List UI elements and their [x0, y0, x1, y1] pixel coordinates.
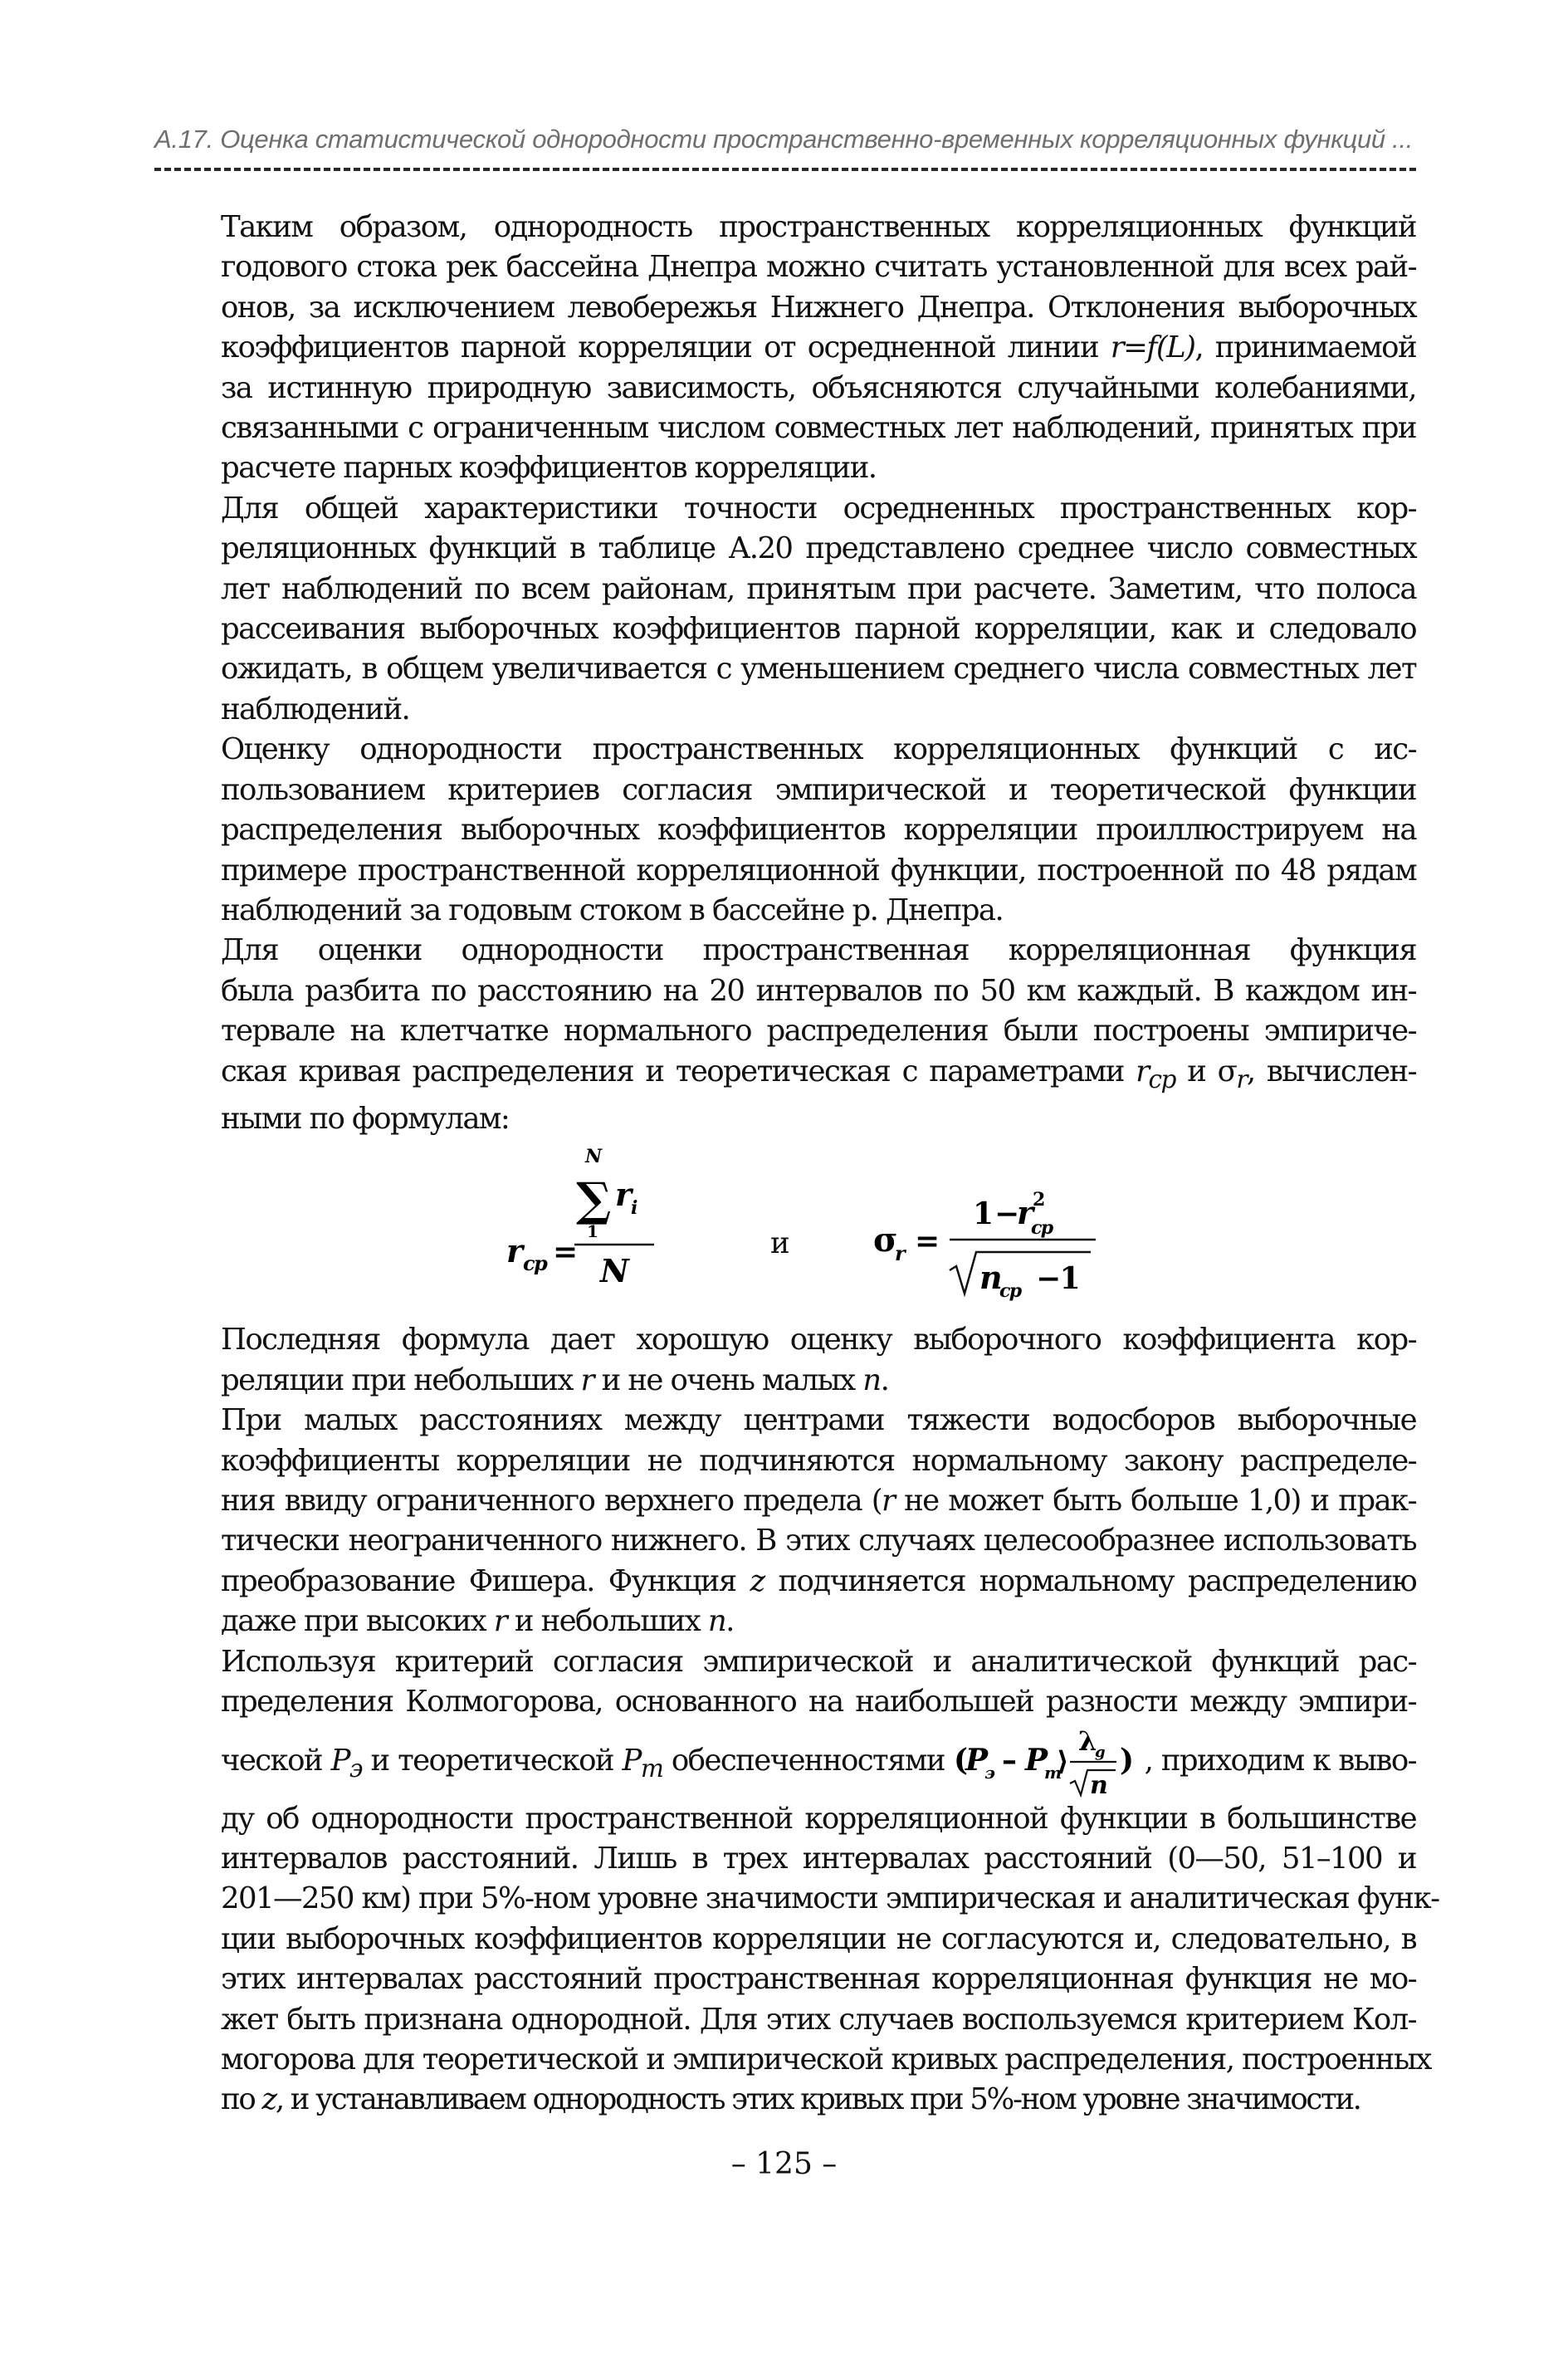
- subscript-cp: ср: [1148, 1064, 1175, 1093]
- formula-r-cp: [506, 1139, 672, 1320]
- text-run: преобразование Фишера. Функция: [221, 1563, 750, 1598]
- kf-angle: ⟩: [1056, 1745, 1067, 1777]
- kf-P2-sub: т: [1043, 1763, 1061, 1783]
- text-line: онов, за исключением левобережья Нижнего Днепра. Отклонения выборочных: [221, 290, 1416, 325]
- text-line: Для оценки однородности пространственная корреляционная функция: [221, 933, 1416, 968]
- f2-n: n: [979, 1259, 1002, 1297]
- f2-r: r: [1017, 1194, 1033, 1232]
- paragraph-2: [154, 489, 1416, 730]
- text-line: могорова для теоретической и эмпирической кривых распределения, построенных: [221, 2042, 1431, 2077]
- f1-equals: =: [553, 1235, 577, 1270]
- text-line: интервалов расстояний. Лишь в трех интервалах расстояний (0—50, 51–100 и: [221, 1841, 1416, 1876]
- body-text: [154, 208, 1439, 2121]
- subscript-e: э: [349, 1754, 362, 1783]
- text-line: [154, 1723, 1416, 1799]
- symbol-P: P: [330, 1743, 349, 1778]
- kf-lambda-sub: g: [1094, 1744, 1104, 1761]
- formula-sigma-r: [873, 1139, 1122, 1320]
- paragraph-6: [154, 1401, 1416, 1641]
- text-line: ции выборочных коэффициентов корреляции не согласуются и, следовательно, в: [221, 1921, 1416, 1956]
- text-line: Для общей характеристики точности осредненных пространственных кор-: [221, 491, 1416, 526]
- formula-conjunction: и: [770, 1226, 789, 1261]
- f2-r-sub: ср: [1031, 1217, 1053, 1240]
- text-run: и небольших: [506, 1604, 708, 1639]
- paragraph-4: [154, 931, 1416, 1139]
- text-run: , принимаемой: [1194, 330, 1416, 365]
- page-number: – 125 –: [730, 2147, 838, 2181]
- text-line: наблюдений за годовым стоком в бассейне р. Днепра.: [221, 893, 1004, 927]
- text-run: и не очень малых: [593, 1362, 863, 1397]
- text-line: [154, 1481, 1416, 1521]
- text-run: ская кривая распределения и теоретическая с параметрами: [221, 1054, 1136, 1088]
- text-run: ния ввиду ограниченного верхнего предела (: [221, 1484, 882, 1519]
- text-line: [154, 328, 1416, 368]
- text-line: [154, 1361, 1416, 1401]
- text-run: и: [1175, 1054, 1218, 1088]
- paragraph-1: [154, 208, 1416, 489]
- kf-open: (: [953, 1743, 966, 1778]
- text-run: , вычислен-: [1246, 1054, 1416, 1088]
- text-line: [154, 1602, 1416, 1641]
- symbol-sigma: σ: [1217, 1054, 1237, 1088]
- text-run: , приходим к выво-: [1144, 1743, 1416, 1778]
- text-line: пользованием критериев согласия эмпирической и теоретической функции: [221, 772, 1416, 807]
- text-run: не может быть больше 1,0) и прак-: [894, 1484, 1417, 1519]
- text-line: Последняя формула дает хорошую оценку выборочного коэффициента кор-: [221, 1323, 1416, 1358]
- kf-n: n: [1089, 1771, 1106, 1800]
- kf-minus: –: [1001, 1743, 1015, 1778]
- symbol-r: r: [881, 1484, 895, 1519]
- symbol-z: z: [750, 1563, 764, 1598]
- subscript-r: r: [1236, 1064, 1247, 1093]
- text-line: расчете парных коэффициентов корреляции.: [221, 451, 877, 486]
- f1-sum-bottom: 1: [587, 1221, 598, 1242]
- symbol-r: r: [493, 1604, 507, 1639]
- display-formulas: [154, 1139, 1416, 1320]
- text-line: 201—250 км) при 5%-ном уровне значимости эмпирическая и аналитическая функ-: [221, 1881, 1439, 1916]
- text-line: тически неограниченного нижнего. В этих случаях целесообразнее использовать: [221, 1524, 1416, 1558]
- f2-lhs-sigma: σ: [873, 1221, 896, 1260]
- text-line: [154, 2080, 1416, 2120]
- f1-lhs-sub: ср: [523, 1251, 547, 1276]
- f2-n-sub: ср: [999, 1280, 1021, 1303]
- f1-lhs-r: r: [506, 1232, 522, 1270]
- text-line: примере пространственной корреляционной функции, построенной по 48 рядам: [221, 853, 1416, 888]
- text-line: пределения Колмогорова, основанного на наибольшей разности между эмпири-: [221, 1685, 1416, 1720]
- text-run: .: [880, 1362, 889, 1397]
- symbol-r: r: [580, 1362, 593, 1397]
- text-line: Таким образом, однородность пространственных корреляционных функций: [221, 210, 1416, 244]
- kf-P1: P: [965, 1743, 987, 1778]
- subscript-t: т: [640, 1754, 663, 1783]
- f1-sum-symbol: ∑: [576, 1172, 610, 1228]
- text-line: лет наблюдений по всем районам, принятым при расчете. Заметим, что полоса: [221, 571, 1416, 606]
- symbol-P: P: [622, 1743, 641, 1778]
- text-run: подчиняется нормальному распределению: [764, 1563, 1416, 1598]
- text-line: ными по формулам:: [221, 1102, 510, 1137]
- paragraph-7: [154, 1642, 1439, 2121]
- kf-lambda: λ: [1077, 1725, 1096, 1757]
- text-line: реляционных функций в таблице А.20 представлено среднее число совместных: [221, 531, 1416, 566]
- running-header: А.17. Оценка статистической однородности пространственно-временных корреляционных функций ...: [154, 125, 1414, 154]
- text-line: годового стока рек бассейна Днепра можно считать установленной для всех рай-: [221, 250, 1416, 285]
- f1-sum-top: N: [585, 1146, 601, 1168]
- text-line: [154, 1052, 1416, 1100]
- formula-r-f-l: r=f(L): [1110, 330, 1195, 365]
- text-line: При малых расстояниях между центрами тяжести водосборов выборочные: [221, 1403, 1416, 1438]
- text-line: коэффициенты корреляции не подчиняются нормальному закону распределе-: [221, 1443, 1416, 1478]
- f2-minus-one: −1: [1036, 1261, 1080, 1297]
- kf-P1-sub: э: [984, 1763, 994, 1783]
- text-line: Используя критерий согласия эмпирической и аналитической функций рас-: [221, 1644, 1416, 1679]
- text-run: по: [221, 2082, 262, 2117]
- text-line: ожидать, в общем увеличивается с уменьшением среднего числа совместных лет: [221, 652, 1416, 687]
- text-line: ду об однородности пространственной корреляционной функции в большинстве: [221, 1801, 1416, 1836]
- text-line: Оценку однородности пространственных корреляционных функций с ис-: [221, 732, 1416, 767]
- f1-i: i: [631, 1197, 637, 1220]
- f2-r-sup: 2: [1033, 1189, 1044, 1211]
- text-run: реляции при небольших: [221, 1362, 581, 1397]
- f2-minus: −: [994, 1196, 1018, 1232]
- text-line: связанными с ограниченным числом совместных лет наблюдений, принятых при: [221, 411, 1416, 446]
- text-line: рассеивания выборочных коэффициентов парной корреляции, как и следовало: [221, 612, 1416, 647]
- f1-denominator: N: [600, 1252, 628, 1290]
- text-line: наблюдений.: [221, 692, 410, 726]
- symbol-n: n: [862, 1362, 881, 1397]
- header-dashed-rule: [154, 168, 1416, 171]
- text-line: была разбита по расстоянию на 20 интервалов по 50 км каждый. В каждом ин-: [221, 973, 1416, 1008]
- text-run: обеспеченностями: [662, 1743, 954, 1778]
- kf-close: ): [1119, 1743, 1132, 1778]
- text-line: распределения выборочных коэффициентов корреляции проиллюстрируем на: [221, 813, 1416, 848]
- f2-equals: =: [915, 1224, 939, 1260]
- formula-kolmogorov: [954, 1724, 1145, 1800]
- text-run: даже при высоких: [221, 1604, 494, 1639]
- text-line: этих интервалах расстояний пространственная корреляционная функция не мо-: [221, 1962, 1416, 1997]
- f1-r: r: [615, 1176, 631, 1214]
- paragraph-5: [154, 1320, 1416, 1401]
- text-line: [154, 1562, 1416, 1602]
- text-line: тервале на клетчатке нормального распределения были построены эмпириче-: [221, 1014, 1416, 1049]
- text-run: коэффициентов парной корреляции от осредненной линии: [221, 330, 1111, 365]
- text-run: и теоретической: [361, 1743, 623, 1778]
- text-run: , и устанавливаем однородность этих кривых при 5%-ном уровне значимости.: [275, 2082, 1360, 2117]
- f2-lhs-sub: r: [895, 1241, 905, 1266]
- f2-one: 1: [973, 1196, 993, 1232]
- kf-P2: P: [1024, 1743, 1047, 1778]
- text-run: .: [725, 1604, 734, 1639]
- text-run: ческой: [221, 1743, 331, 1778]
- symbol-n: n: [707, 1604, 726, 1639]
- paragraph-3: [154, 730, 1416, 931]
- symbol-r: r: [1136, 1054, 1149, 1088]
- text-line: жет быть признана однородной. Для этих случаев воспользуемся критерием Кол-: [221, 2002, 1416, 2037]
- symbol-z: z: [261, 2082, 276, 2117]
- text-line: за истинную природную зависимость, объясняются случайными колебаниями,: [221, 370, 1416, 405]
